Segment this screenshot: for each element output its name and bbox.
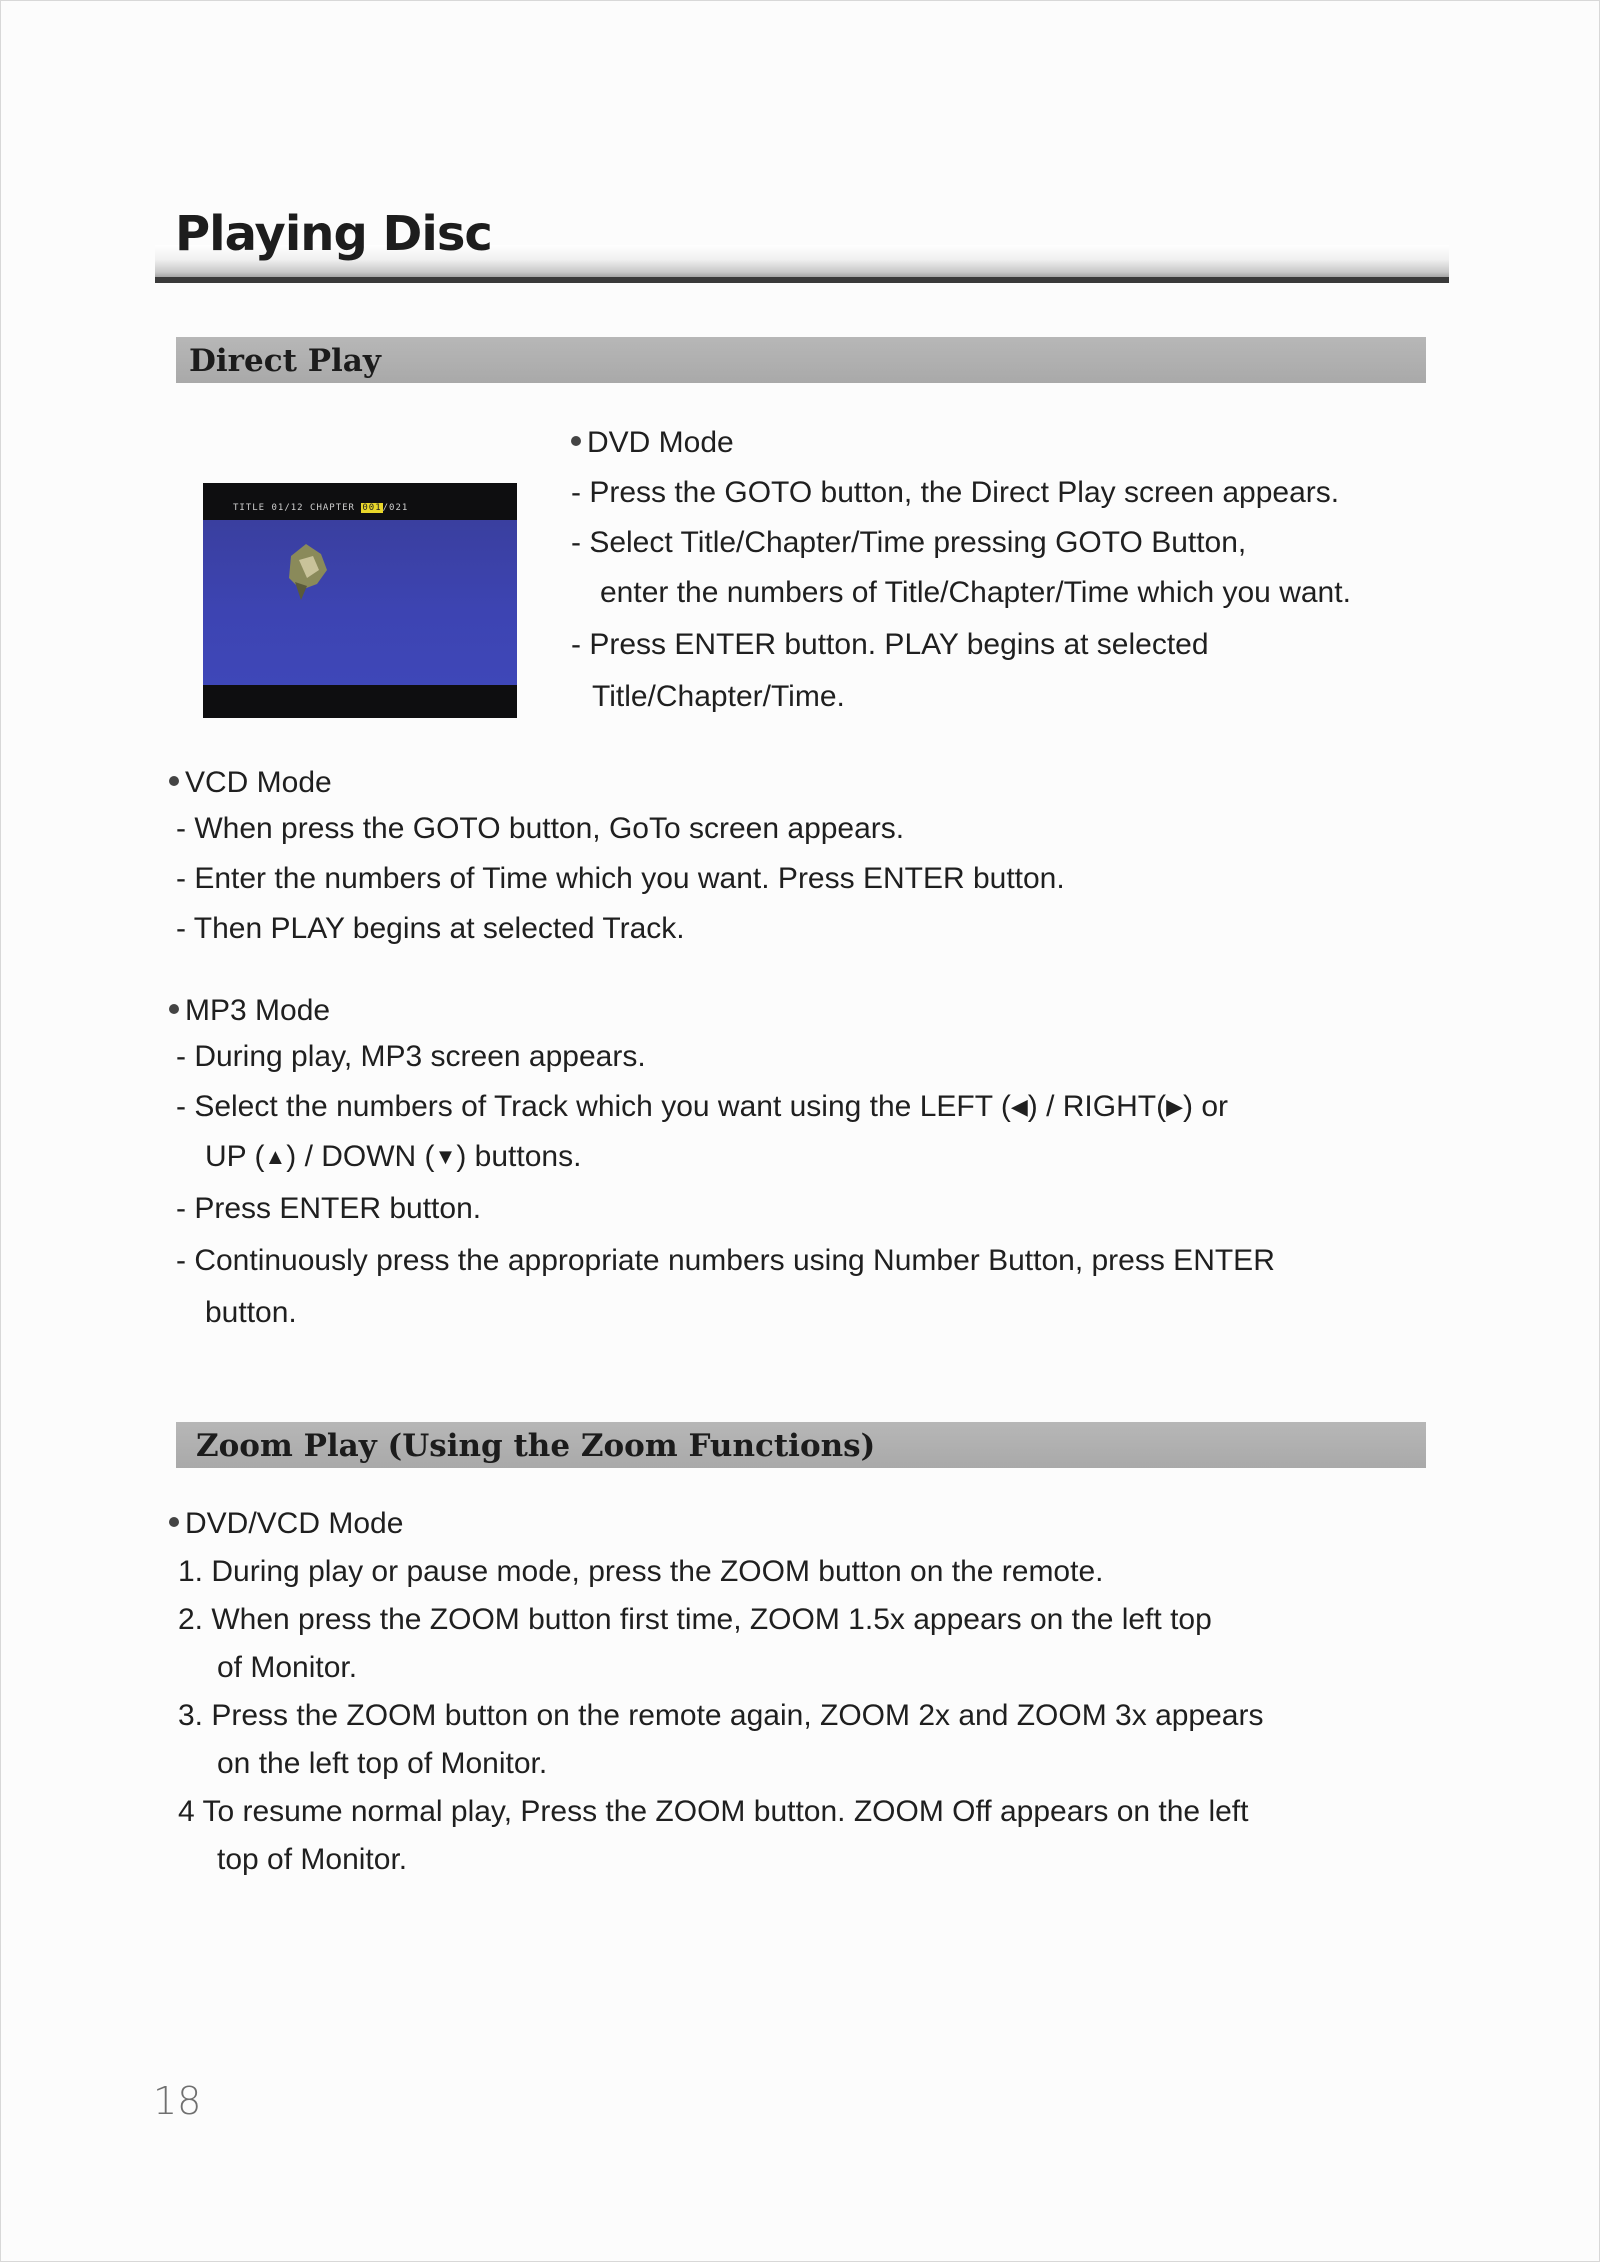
dvd-line: - Press the GOTO button, the Direct Play screen appears. — [571, 476, 1340, 509]
page-number: 18 — [153, 2079, 202, 2123]
zoom-line: 3. Press the ZOOM button on the remote again, ZOOM 2x and ZOOM 3x appears — [178, 1699, 1264, 1732]
dvd-line: Title/Chapter/Time. — [592, 680, 845, 713]
up-arrow-icon: ▲ — [264, 1144, 287, 1169]
zoom-line: 4 To resume normal play, Press the ZOOM button. ZOOM Off appears on the left — [178, 1795, 1249, 1828]
down-arrow-icon: ▼ — [434, 1144, 457, 1169]
zoom-line: 2. When press the ZOOM button first time, ZOOM 1.5x appears on the left top — [178, 1603, 1212, 1636]
zoom-line: top of Monitor. — [217, 1843, 408, 1876]
dvd-line: - Select Title/Chapter/Time pressing GOTO Button, — [571, 526, 1247, 559]
bullet-icon — [169, 1004, 179, 1014]
mp3-mode-label: MP3 Mode — [169, 994, 330, 1028]
zoom-play-heading: Zoom Play (Using the Zoom Functions) — [196, 1428, 876, 1464]
bullet-icon — [169, 1517, 179, 1527]
bullet-icon — [169, 776, 179, 786]
zoom-line: on the left top of Monitor. — [217, 1747, 548, 1780]
mp3-line: UP (▲) / DOWN (▼) buttons. — [205, 1140, 582, 1173]
screen-picture — [203, 520, 517, 685]
direct-play-screenshot — [203, 483, 517, 718]
mp3-line: - During play, MP3 screen appears. — [176, 1040, 646, 1073]
direct-play-heading: Direct Play — [189, 343, 381, 379]
left-arrow-icon: ◀ — [1010, 1094, 1028, 1119]
mp3-line: - Continuously press the appropriate numbers using Number Button, press ENTER — [176, 1244, 1275, 1277]
vcd-mode-label: VCD Mode — [169, 766, 332, 800]
zoom-play-heading-bar — [176, 1422, 1426, 1468]
screen-osd: TITLE 01/12 CHAPTER 001/021 — [233, 503, 409, 513]
title-rule — [155, 277, 1449, 283]
mp3-line: button. — [205, 1296, 297, 1329]
zoom-line: 1. During play or pause mode, press the ZOOM button on the remote. — [178, 1555, 1104, 1588]
zoom-mode-label: DVD/VCD Mode — [169, 1507, 403, 1541]
vcd-line: - When press the GOTO button, GoTo screen appears. — [176, 812, 905, 845]
vcd-line: - Then PLAY begins at selected Track. — [176, 912, 685, 945]
bullet-icon — [571, 436, 581, 446]
dvd-mode-label: DVD Mode — [571, 426, 734, 460]
direct-play-heading-bar — [176, 337, 1426, 383]
vcd-line: - Enter the numbers of Time which you want. Press ENTER button. — [176, 862, 1065, 895]
right-arrow-icon: ▶ — [1166, 1094, 1183, 1119]
dvd-line: - Press ENTER button. PLAY begins at selected — [571, 628, 1209, 661]
zoom-line: of Monitor. — [217, 1651, 358, 1684]
mp3-line: - Select the numbers of Track which you want using the LEFT (◀) / RIGHT(▶) or — [176, 1090, 1228, 1123]
dvd-line: enter the numbers of Title/Chapter/Time which you want. — [600, 576, 1351, 609]
mp3-line: - Press ENTER button. — [176, 1192, 482, 1225]
page-title: Playing Disc — [175, 206, 492, 262]
figure-icon — [271, 526, 341, 606]
